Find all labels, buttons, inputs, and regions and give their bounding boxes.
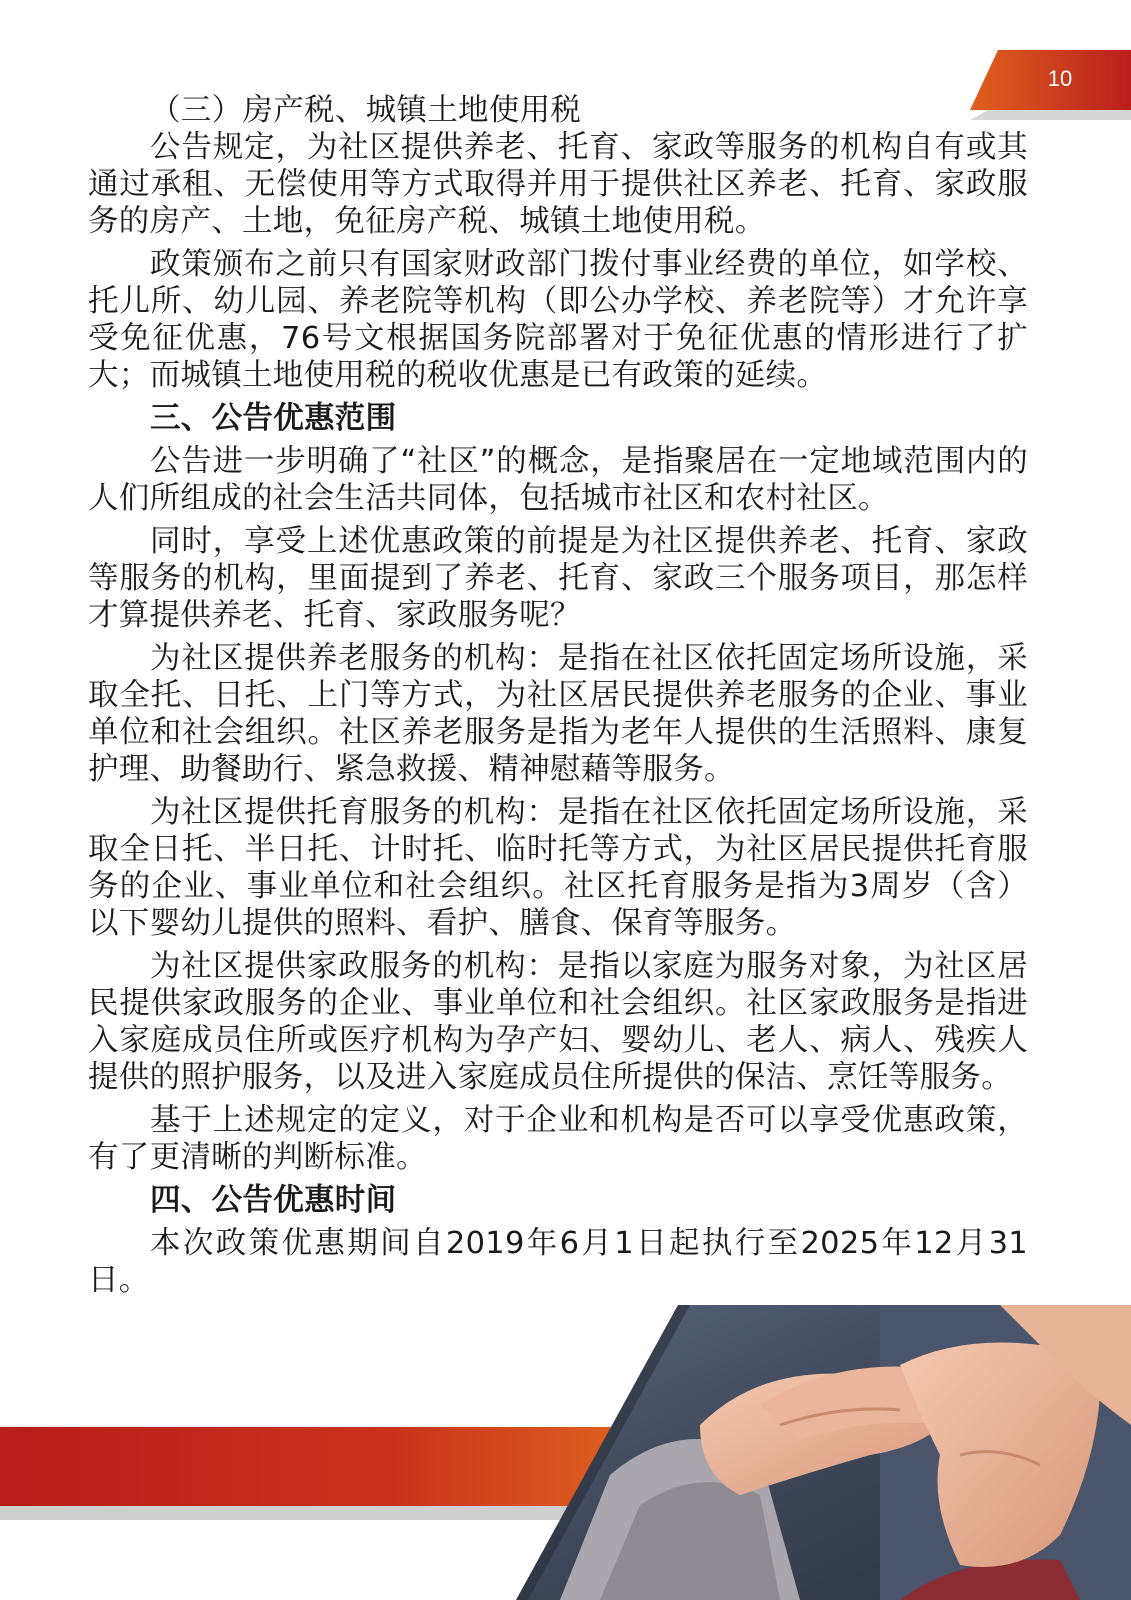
paragraph: 基于上述规定的定义，对于企业和机构是否可以享受优惠政策，有了更清晰的判断标准。 <box>88 1103 1028 1175</box>
paragraph: 公告进一步明确了“社区”的概念，是指聚居在一定地域范围内的人们所组成的社会生活共同体，包括城市社区和农村社区。 <box>88 444 1028 516</box>
subsection-heading-property-tax: （三）房产税、城镇土地使用税 <box>150 93 582 128</box>
footer-decoration <box>0 1305 1131 1600</box>
paragraph: 公告规定，为社区提供养老、托育、家政等服务的机构自有或其通过承租、无偿使用等方式取得并用于提供社区养老、托育、家政服务的房产、土地，免征房产税、城镇土地使用税。 <box>88 130 1028 239</box>
document-body <box>88 92 1028 1299</box>
section-heading-period: 四、公告优惠时间 <box>150 1183 397 1218</box>
paragraph: 政策颁布之前只有国家财政部门拨付事业经费的单位，如学校、托儿所、幼儿园、养老院等机构（即公办学校、养老院等）才允许享受免征优惠，76号文根据国务院部署对于免征优惠的情形进行了扩大；而城镇土地使用税的税收优惠是已有政策的延续。 <box>88 247 1028 393</box>
page-number: 10 <box>1047 66 1073 91</box>
paragraph: 同时，享受上述优惠政策的前提是为社区提供养老、托育、家政等服务的机构，里面提到了养老、托育、家政三个服务项目，那怎样才算提供养老、托育、家政服务呢？ <box>88 524 1028 633</box>
section-heading-scope: 三、公告优惠范围 <box>150 401 397 436</box>
paragraph: 为社区提供家政服务的机构：是指以家庭为服务对象，为社区居民提供家政服务的企业、事业单位和社会组织。社区家政服务是指进入家庭成员住所或医疗机构为孕产妇、婴幼儿、老人、病人、残疾人提供的照护服务，以及进入家庭成员住所提供的保洁、烹饪等服务。 <box>88 949 1028 1095</box>
paragraph: 为社区提供养老服务的机构：是指在社区依托固定场所设施，采取全托、日托、上门等方式，为社区居民提供养老服务的企业、事业单位和社会组织。社区养老服务是指为老年人提供的生活照料、康复护理、助餐助行、紧急救援、精神慰藉等服务。 <box>88 641 1028 787</box>
paragraph: 为社区提供托育服务的机构：是指在社区依托固定场所设施，采取全日托、半日托、计时托、临时托等方式，为社区居民提供托育服务的企业、事业单位和社会组织。社区托育服务是指为3周岁（含）以下婴幼儿提供的照料、看护、膳食、保育等服务。 <box>88 795 1028 941</box>
paragraph: 本次政策优惠期间自2019年6月1日起执行至2025年12月31日。 <box>88 1226 1028 1298</box>
